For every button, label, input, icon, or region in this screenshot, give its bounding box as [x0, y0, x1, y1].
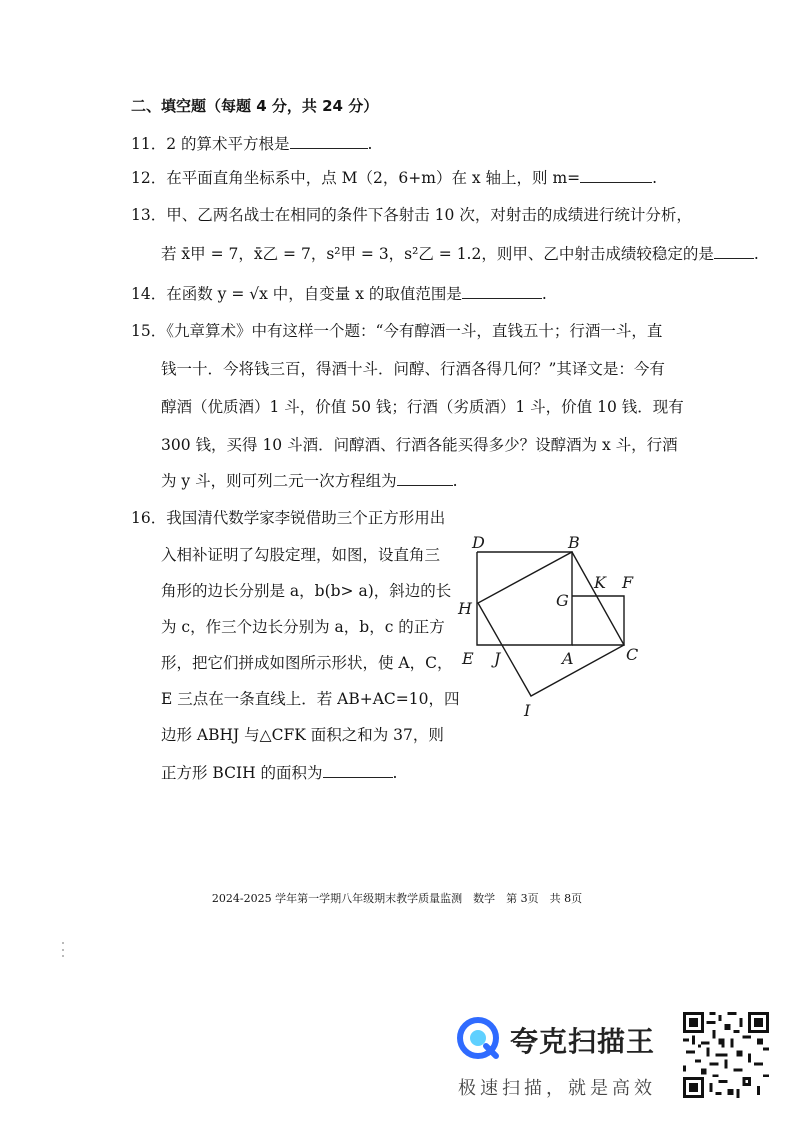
page-footer: 2024-2025 学年第一学期八年级期末教学质量监测 数学 第 3页 共 8页 — [211, 892, 583, 905]
question-text: 甲、乙两名战士在相同的条件下各射击 10 次，对射击的成绩进行统计分析， — [166, 206, 692, 224]
question-16-line-3: 角形的边长分别是 a，b(b> a)，斜边的长 — [161, 582, 452, 600]
question-12 — [131, 168, 657, 188]
answer-blank — [397, 471, 453, 486]
question-16-line-6: E 三点在一条直线上．若 AB+AC=10，四 — [161, 690, 460, 708]
answer-blank — [290, 134, 368, 149]
quark-logo-icon — [456, 1016, 500, 1060]
answer-blank — [580, 168, 652, 183]
label-i: I — [524, 701, 531, 720]
label-h: H — [458, 599, 472, 618]
section-heading: 二、填空题（每题 4 分，共 24 分） — [131, 97, 379, 115]
question-end: . — [652, 169, 658, 187]
geometry-figure — [450, 530, 680, 730]
question-16-line-4: 为 c，作三个边长分别为 a，b，c 的正方 — [161, 618, 445, 636]
question-16-line-1 — [131, 508, 445, 528]
question-number: 15． — [131, 322, 167, 340]
question-text: 在函数 y = √x 中，自变量 x 的取值范围是 — [166, 285, 462, 303]
question-number: 14． — [131, 285, 167, 303]
brand-name: 夸克扫描王 — [510, 1025, 656, 1058]
question-14 — [131, 284, 547, 304]
question-text: 若 x̄甲 = 7，x̄乙 = 7，s²甲 = 3，s²乙 = 1.2，则甲、乙中射击成绩较稳定的是 — [161, 245, 714, 263]
question-11 — [131, 134, 372, 154]
square-gfca — [572, 596, 624, 645]
question-text: 为 y 斗，则可列二元一次方程组为 — [161, 472, 397, 490]
question-15-line-2: 钱一十．今将钱三百，得酒十斗．问醇、行酒各得几何？”其译文是：今有 — [161, 360, 665, 378]
question-13-line-2 — [161, 244, 759, 264]
question-end: . — [392, 764, 398, 782]
label-j: J — [494, 649, 501, 668]
question-15-line-4: 300 钱，买得 10 斗酒．问醇酒、行酒各能买得多少？设醇酒为 x 斗，行酒 — [161, 436, 678, 454]
label-f: F — [622, 573, 634, 592]
question-15-line-1 — [131, 321, 662, 341]
question-text: 《九章算术》中有这样一个题：“今有醇酒一斗，直钱五十；行酒一斗，直 — [166, 322, 663, 340]
answer-blank — [462, 284, 542, 299]
answer-blank — [714, 244, 754, 259]
question-text: 在平面直角坐标系中，点 M（2，6+m）在 x 轴上，则 m= — [166, 169, 581, 187]
question-13-line-1 — [131, 205, 692, 225]
question-number: 13． — [131, 206, 167, 224]
label-d: D — [472, 533, 485, 552]
question-text: 2 的算术平方根是 — [166, 135, 290, 153]
label-c: C — [626, 645, 639, 664]
question-15-line-3: 醇酒（优质酒）1 斗，价值 50 钱；行酒（劣质酒）1 斗，价值 10 钱．现有 — [161, 398, 684, 416]
brand-slogan: 极速扫描，就是高效 — [458, 1078, 656, 1099]
question-end: . — [753, 245, 759, 263]
label-g: G — [556, 591, 569, 610]
question-16-line-5: 形，把它们拼成如图所示形状，使 A，C， — [161, 654, 453, 672]
scanner-watermark — [456, 1010, 676, 1110]
margin-marks — [60, 940, 66, 960]
question-text: 我国清代数学家李锐借助三个正方形用出 — [166, 509, 446, 527]
question-15-line-5 — [161, 471, 458, 491]
question-end: . — [452, 472, 458, 490]
qr-code-icon — [683, 1012, 769, 1098]
question-end: . — [541, 285, 547, 303]
label-a: A — [562, 649, 574, 668]
question-16-line-7: 边形 ABHJ 与△CFK 面积之和为 37，则 — [161, 726, 444, 744]
question-16-line-8 — [161, 763, 397, 783]
question-text: 正方形 BCIH 的面积为 — [161, 764, 323, 782]
label-b: B — [568, 533, 580, 552]
question-number: 12． — [131, 169, 167, 187]
question-end: . — [367, 135, 373, 153]
answer-blank — [323, 763, 393, 778]
question-16-line-2: 入相补证明了勾股定理，如图，设直角三 — [161, 546, 441, 564]
question-number: 16． — [131, 509, 167, 527]
label-k: K — [594, 573, 606, 592]
question-number: 11． — [131, 135, 167, 153]
label-e: E — [462, 649, 474, 668]
